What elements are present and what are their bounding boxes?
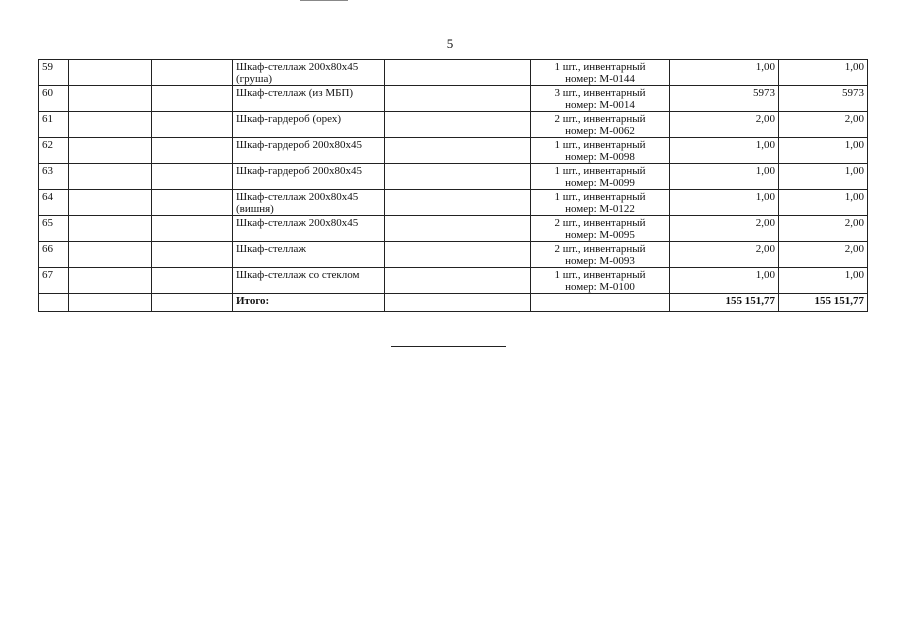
row-number: 67 (39, 268, 69, 294)
inventory-number: номер: М-0095 (565, 229, 635, 241)
empty-cell (385, 242, 531, 268)
empty-cell (152, 164, 233, 190)
empty-cell (69, 60, 152, 86)
empty-cell (385, 268, 531, 294)
inventory-table (38, 59, 868, 312)
empty-cell (39, 294, 69, 312)
empty-cell (385, 216, 531, 242)
item-price: 2,00 (670, 216, 779, 242)
quantity-text: 2 шт., инвентарный (554, 113, 646, 125)
item-sum: 2,00 (779, 216, 868, 242)
row-number: 66 (39, 242, 69, 268)
empty-cell (385, 138, 531, 164)
item-price: 5973 (670, 86, 779, 112)
page-number: 5 (446, 36, 454, 51)
item-price: 2,00 (670, 242, 779, 268)
item-sum: 1,00 (779, 60, 868, 86)
item-name: Шкаф-стеллаж 200х80х45 (вишня) (233, 190, 385, 216)
empty-cell (385, 164, 531, 190)
empty-cell (385, 86, 531, 112)
empty-cell (69, 268, 152, 294)
table-row (39, 138, 868, 164)
empty-cell (385, 294, 531, 312)
row-number: 64 (39, 190, 69, 216)
item-quantity (531, 268, 670, 294)
empty-cell (69, 164, 152, 190)
item-quantity (531, 242, 670, 268)
item-name: Шкаф-стеллаж (из МБП) (233, 86, 385, 112)
item-quantity (531, 86, 670, 112)
item-quantity (531, 138, 670, 164)
item-quantity (531, 216, 670, 242)
empty-cell (385, 112, 531, 138)
empty-cell (69, 112, 152, 138)
row-number: 62 (39, 138, 69, 164)
empty-cell (385, 190, 531, 216)
item-name: Шкаф-стеллаж 200х80х45 (груша) (233, 60, 385, 86)
table-row (39, 164, 868, 190)
quantity-text: 1 шт., инвентарный (554, 139, 646, 151)
quantity-text: 1 шт., инвентарный (554, 191, 646, 203)
inventory-number: номер: М-0098 (565, 151, 635, 163)
empty-cell (152, 112, 233, 138)
item-name: Шкаф-гардероб (орех) (233, 112, 385, 138)
total-sum: 155 151,77 (779, 294, 868, 312)
item-price: 1,00 (670, 138, 779, 164)
empty-cell (385, 60, 531, 86)
table-row (39, 268, 868, 294)
item-name: Шкаф-стеллаж 200х80х45 (233, 216, 385, 242)
quantity-text: 2 шт., инвентарный (554, 243, 646, 255)
item-quantity (531, 112, 670, 138)
item-name: Шкаф-гардероб 200х80х45 (233, 138, 385, 164)
inventory-number: номер: М-0144 (565, 73, 635, 85)
item-sum: 5973 (779, 86, 868, 112)
total-label: Итого: (233, 294, 385, 312)
row-number: 63 (39, 164, 69, 190)
empty-cell (152, 294, 233, 312)
item-price: 2,00 (670, 112, 779, 138)
item-sum: 1,00 (779, 190, 868, 216)
top-edge-mark (300, 0, 348, 1)
item-quantity (531, 190, 670, 216)
item-name: Шкаф-гардероб 200х80х45 (233, 164, 385, 190)
inventory-number: номер: М-0014 (565, 99, 635, 111)
empty-cell (152, 268, 233, 294)
inventory-number: номер: М-0100 (565, 281, 635, 293)
empty-cell (152, 60, 233, 86)
item-price: 1,00 (670, 60, 779, 86)
empty-cell (152, 190, 233, 216)
inventory-number: номер: М-0099 (565, 177, 635, 189)
item-sum: 2,00 (779, 242, 868, 268)
empty-cell (69, 138, 152, 164)
item-price: 1,00 (670, 268, 779, 294)
row-number: 65 (39, 216, 69, 242)
table-row (39, 190, 868, 216)
row-number: 60 (39, 86, 69, 112)
item-sum: 1,00 (779, 268, 868, 294)
inventory-number: номер: М-0122 (565, 203, 635, 215)
empty-cell (152, 242, 233, 268)
item-sum: 1,00 (779, 138, 868, 164)
inventory-number: номер: М-0062 (565, 125, 635, 137)
empty-cell (69, 242, 152, 268)
quantity-text: 1 шт., инвентарный (554, 269, 646, 281)
empty-cell (152, 86, 233, 112)
total-row (39, 294, 868, 312)
item-sum: 2,00 (779, 112, 868, 138)
table-row (39, 112, 868, 138)
table-row (39, 242, 868, 268)
end-of-table-rule (391, 346, 506, 347)
empty-cell (152, 216, 233, 242)
quantity-text: 1 шт., инвентарный (554, 165, 646, 177)
table-row (39, 60, 868, 86)
inventory-number: номер: М-0093 (565, 255, 635, 267)
empty-cell (69, 86, 152, 112)
item-quantity (531, 164, 670, 190)
empty-cell (69, 294, 152, 312)
item-quantity (531, 60, 670, 86)
empty-cell (69, 216, 152, 242)
quantity-text: 1 шт., инвентарный (554, 61, 646, 73)
item-price: 1,00 (670, 164, 779, 190)
item-name: Шкаф-стеллаж (233, 242, 385, 268)
table-row (39, 216, 868, 242)
row-number: 59 (39, 60, 69, 86)
quantity-text: 3 шт., инвентарный (554, 87, 646, 99)
quantity-text: 2 шт., инвентарный (554, 217, 646, 229)
table-row (39, 86, 868, 112)
empty-cell (69, 190, 152, 216)
item-name: Шкаф-стеллаж со стеклом (233, 268, 385, 294)
empty-cell (152, 138, 233, 164)
item-sum: 1,00 (779, 164, 868, 190)
total-price: 155 151,77 (670, 294, 779, 312)
item-price: 1,00 (670, 190, 779, 216)
empty-cell (531, 294, 670, 312)
row-number: 61 (39, 112, 69, 138)
